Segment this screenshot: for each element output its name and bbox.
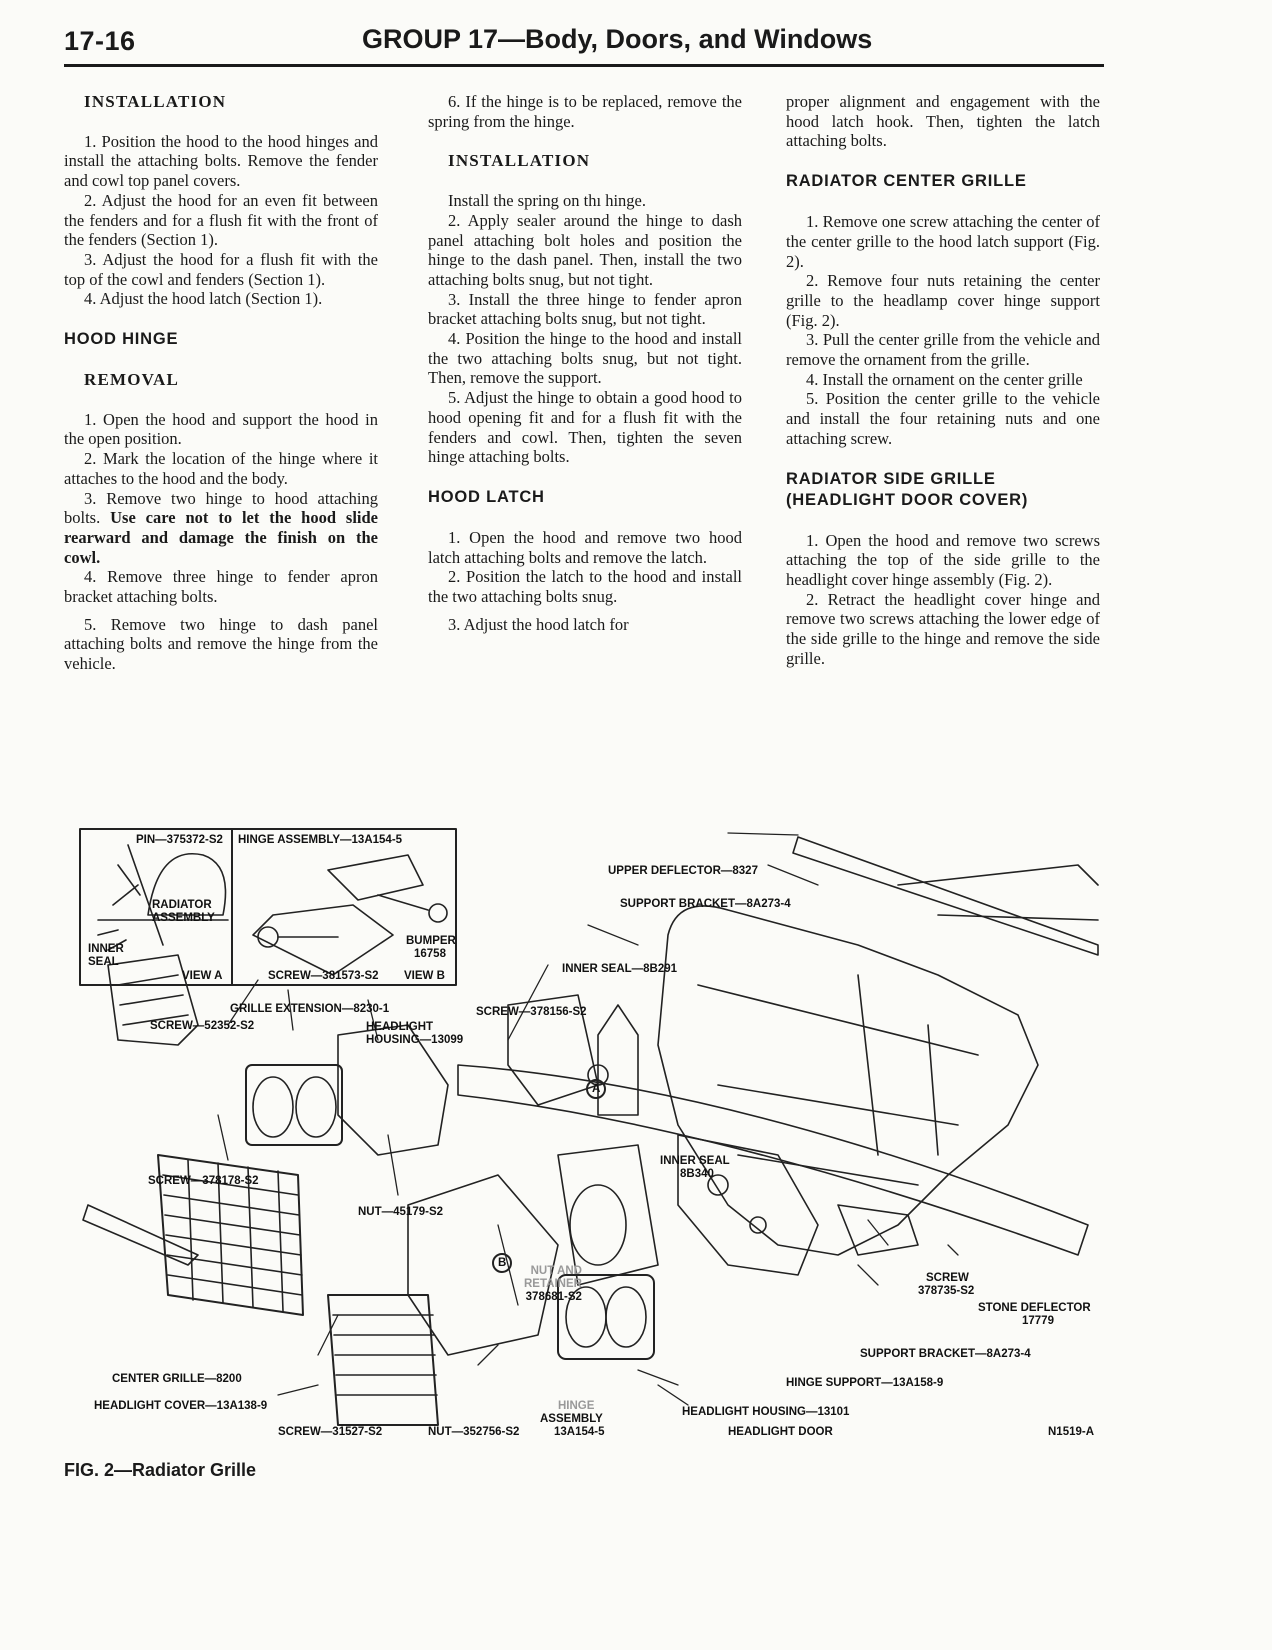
paragraph: 4. Remove three hinge to fender apron bracket attaching bolts. — [64, 567, 378, 607]
header-rule — [64, 64, 1104, 67]
label-headlight-housing-13101: HEADLIGHT HOUSING—13101 — [682, 1406, 850, 1418]
label-support-bracket-top: SUPPORT BRACKET—8A273-4 — [620, 898, 791, 910]
label-headlight-cover: HEADLIGHT COVER—13A138-9 — [94, 1400, 268, 1412]
paragraph: 4. Position the hinge to the hood and install the two attaching bolts snug, but not tight. Then, remove the support. — [428, 329, 742, 388]
label-grille-extension: GRILLE EXTENSION—8230-1 — [230, 1003, 390, 1015]
label-screw-52352: SCREW—52352-S2 — [150, 1020, 255, 1032]
paragraph: 5. Remove two hinge to dash panel attaching bolts and remove the hinge from the vehicle. — [64, 614, 378, 674]
label-screw-378178: SCREW—378178-S2 — [148, 1175, 259, 1187]
heading-radiator-side-grille: RADIATOR SIDE GRILLE (HEADLIGHT DOOR COVER) — [786, 469, 1029, 509]
label-inner-seal-view-a: INNER SEAL — [88, 943, 124, 968]
paragraph: 2. Adjust the hood for an even fit between the fenders and for a flush fit with the front of the fenders (Section 1). — [64, 190, 378, 250]
heading-hood-hinge: HOOD HINGE — [64, 330, 179, 349]
paragraph: 3. Adjust the hood for a flush fit with the top of the cowl and fenders (Section 1). — [64, 249, 378, 289]
paragraph: 2. Mark the location of the hinge where it attaches to the hood and the body. — [64, 449, 378, 488]
label-radiator-assembly: RADIATOR ASSEMBLY — [152, 899, 215, 924]
label-screw-381573: SCREW—381573-S2 — [268, 970, 379, 982]
running-title: GROUP 17—Body, Doors, and Windows — [362, 24, 873, 54]
label-view-b: VIEW B — [404, 970, 445, 982]
label-support-bracket-bottom: SUPPORT BRACKET—8A273-4 — [860, 1348, 1031, 1360]
paragraph: Install the spring on thı hinge. — [448, 191, 646, 211]
paragraph: 1. Open the hood and support the hood in the open position. — [64, 409, 378, 449]
upper-deflector — [793, 837, 1098, 955]
column-3 — [786, 92, 1100, 668]
paragraph: 3. Install the three hinge to fender apron bracket attaching bolts snug, but not tight. — [428, 289, 742, 329]
paragraph — [64, 489, 378, 568]
column-2 — [428, 92, 742, 634]
label-pin: PIN—375372-S2 — [136, 834, 223, 846]
paragraph: 2. Remove four nuts retaining the center grille to the headlamp cover hinge support (Fig. 2). — [786, 271, 1100, 330]
heading-hood-latch: HOOD LATCH — [428, 487, 545, 506]
paragraph: 5. Position the center grille to the vehicle and install the four retaining nuts and one attaching screw. — [786, 389, 1100, 448]
paragraph: 1. Remove one screw attaching the center of the center grille to the hood latch support (Fig. 2). — [786, 212, 1100, 271]
paragraph: 2. Apply sealer around the hinge to dash panel attaching bolt holes and position the hinge to the dash panel. Then, install the two attaching bolts snug, but not tight. — [428, 210, 742, 289]
page-number: 17-16 — [64, 26, 136, 56]
label-hinge-support: HINGE SUPPORT—13A158-9 — [786, 1377, 944, 1389]
label-screw-378156: SCREW—378156-S2 — [476, 1006, 587, 1018]
label-bumper: BUMPER 16758 — [406, 935, 456, 960]
caution-text: Use care not to let the hood slide rearward and damage the finish on the cowl. — [64, 508, 379, 567]
paragraph: 3. Adjust the hood latch for — [448, 614, 629, 634]
paragraph: 2. Position the latch to the hood and install the two attaching bolts snug. — [428, 567, 742, 607]
label-inner-seal-8b340: INNER SEAL 8B340 — [660, 1155, 730, 1180]
paragraph: 6. If the hinge is to be replaced, remove the spring from the hinge. — [428, 92, 742, 131]
heading-installation: INSTALLATION — [448, 151, 591, 171]
paragraph: 1. Open the hood and remove two hood latch attaching bolts and remove the latch. — [428, 527, 742, 567]
label-stone-deflector: STONE DEFLECTOR 17779 — [978, 1302, 1091, 1327]
marker-a: A — [592, 1083, 601, 1095]
label-upper-deflector: UPPER DEFLECTOR—8327 — [608, 865, 758, 877]
heading-radiator-center-grille: RADIATOR CENTER GRILLE — [786, 172, 1027, 191]
paragraph: proper alignment and engagement with the hood latch hook. Then, tighten the latch attaching bolts. — [786, 92, 1100, 151]
label-inner-seal-8b291: INNER SEAL—8B291 — [562, 963, 678, 975]
paragraph: 1. Position the hood to the hood hinges and install the attaching bolts. Remove the fender and cowl top panel covers. — [64, 131, 378, 191]
inset-view-b-frame — [232, 829, 456, 985]
column-1 — [64, 92, 378, 674]
paragraph: 2. Retract the headlight cover hinge and remove two screws attaching the lower edge of the side grille to the hinge and remove the side grille. — [786, 589, 1100, 668]
page-header — [64, 18, 1104, 68]
label-nut-and-retainer: NUT AND RETAINER 378681-S2 — [524, 1265, 582, 1303]
label-screw-31527: SCREW—31527-S2 — [278, 1426, 383, 1438]
paragraph: 1. Open the hood and remove two screws attaching the top of the side grille to the headlight cover hinge assembly (Fig. 2). — [786, 530, 1100, 589]
figure-caption: FIG. 2—Radiator Grille — [64, 1460, 257, 1480]
paragraph: 4. Install the ornament on the center grille — [806, 369, 1083, 389]
label-center-grille: CENTER GRILLE—8200 — [112, 1373, 242, 1385]
paragraph: 5. Adjust the hinge to obtain a good hood to hood opening fit and for a flush fit with the fenders and cowl. Then, tighten the seven hinge attaching bolts. — [428, 388, 742, 467]
label-hinge-assembly-top: HINGE ASSEMBLY—13A154-5 — [238, 834, 403, 846]
paragraph: 3. Pull the center grille from the vehicle and remove the ornament from the grille. — [786, 330, 1100, 370]
label-nut-352756: NUT—352756-S2 — [428, 1426, 520, 1438]
label-headlight-door: HEADLIGHT DOOR — [728, 1426, 833, 1438]
heading-removal: REMOVAL — [84, 370, 179, 390]
label-hinge-assembly-bottom: HINGE ASSEMBLY 13A154-5 — [540, 1400, 605, 1438]
label-screw-378735: SCREW 378735-S2 — [918, 1272, 975, 1297]
label-headlight-housing-13099: HEADLIGHT HOUSING—13099 — [366, 1021, 464, 1046]
radiator-grille-figure — [78, 825, 1104, 1440]
headlight-door-left — [246, 1065, 342, 1145]
paragraph: 4. Adjust the hood latch (Section 1). — [84, 289, 323, 309]
step-text: 3. Remove two hinge to hood attaching bolts. — [64, 488, 378, 528]
label-nut-45179: NUT—45179-S2 — [358, 1206, 444, 1218]
heading-installation: INSTALLATION — [84, 92, 227, 111]
figure-code: N1519-A — [1048, 1426, 1095, 1438]
marker-b: B — [498, 1257, 507, 1269]
label-view-a: VIEW A — [182, 970, 223, 982]
radiator-support — [658, 906, 1038, 1255]
